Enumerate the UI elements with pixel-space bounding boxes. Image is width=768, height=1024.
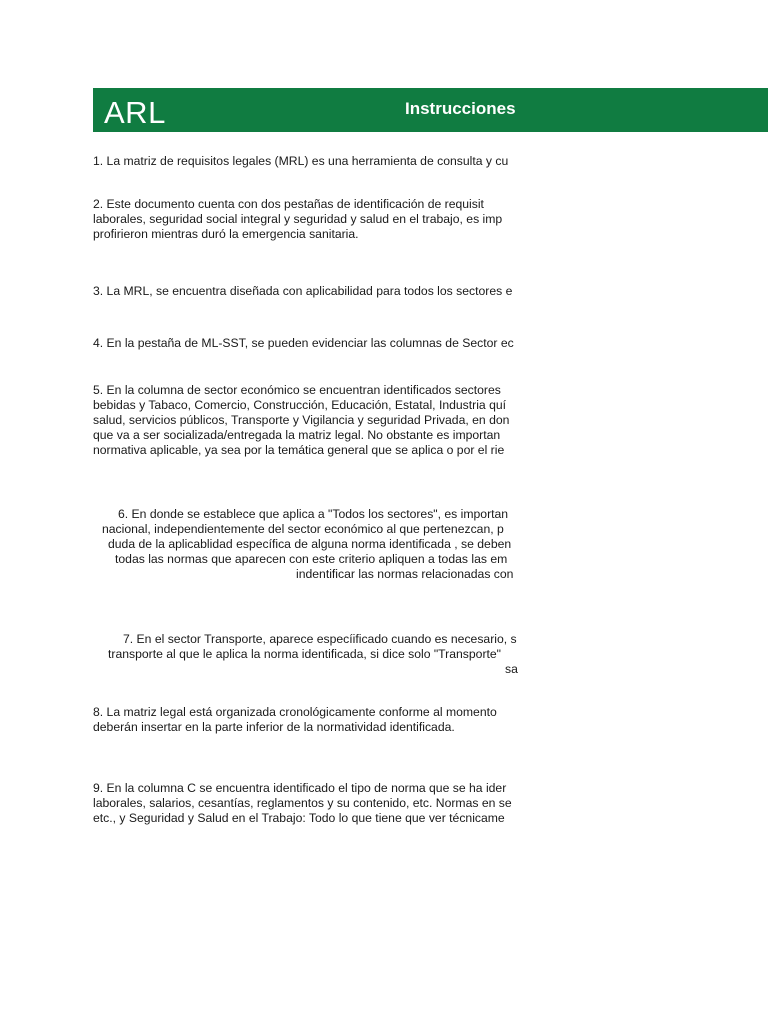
instruction-line: normativa aplicable, ya sea por la temática general que se aplica o por el rie xyxy=(93,443,505,457)
instruction-item-1 xyxy=(93,154,520,169)
instruction-item-5 xyxy=(93,383,520,458)
instruction-line: salud, servicios públicos, Transporte y Vigilancia y seguridad Privada, en don xyxy=(93,413,510,427)
instruction-line: 3. La MRL, se encuentra diseñada con aplicabilidad para todos los sectores e xyxy=(93,284,513,298)
instruction-item-2 xyxy=(93,197,520,242)
instruction-item-3 xyxy=(93,284,520,299)
instruction-item-8 xyxy=(93,705,520,735)
instruction-line: etc., y Seguridad y Salud en el Trabajo: Todo lo que tiene que ver técnicame xyxy=(93,811,505,825)
instruction-line: profirieron mientras duró la emergencia sanitaria. xyxy=(93,227,359,241)
instruction-item-9 xyxy=(93,781,520,826)
instructions-body xyxy=(93,140,520,840)
instruction-line: 5. En la columna de sector económico se encuentran identificados sectores xyxy=(93,383,501,397)
instruction-line: 8. La matriz legal está organizada cronológicamente conforme al momento xyxy=(93,705,497,719)
instruction-line: 2. Este documento cuenta con dos pestañas de identificación de requisit xyxy=(93,197,484,211)
instruction-item-7 xyxy=(93,632,520,677)
instruction-item-6 xyxy=(93,507,520,582)
instruction-line: 9. En la columna C se encuentra identificado el tipo de norma que se ha ider xyxy=(93,781,507,795)
header-bar xyxy=(93,88,768,132)
instruction-line: deberán insertar en la parte inferior de la normatividad identificada. xyxy=(93,720,455,734)
instruction-line: laborales, seguridad social integral y seguridad y salud en el trabajo, es imp xyxy=(93,212,503,226)
page-title: Instrucciones xyxy=(405,99,516,118)
arl-logo: ARL xyxy=(104,95,166,130)
instruction-line: duda de la aplicablidad específica de alguna norma identificada , se deben xyxy=(108,537,512,551)
instruction-line: laborales, salarios, cesantías, reglamentos y su contenido, etc. Normas en se xyxy=(93,796,512,810)
instruction-line: 6. En donde se establece que aplica a "Todos los sectores", es importan xyxy=(118,507,509,521)
instruction-line: bebidas y Tabaco, Comercio, Construcción, Educación, Estatal, Industria quí xyxy=(93,398,507,412)
instruction-line: indentificar las normas relacionadas con xyxy=(296,567,514,581)
instruction-line: que va a ser socializada/entregada la matriz legal. No obstante es importan xyxy=(93,428,501,442)
instruction-line: 1. La matriz de requisitos legales (MRL) es una herramienta de consulta y cu xyxy=(93,154,509,168)
instruction-line: nacional, independientemente del sector económico al que pertenezcan, p xyxy=(102,522,504,536)
instruction-item-4 xyxy=(93,336,520,351)
instruction-line: transporte al que le aplica la norma identificada, si dice solo "Transporte" xyxy=(108,647,501,661)
instruction-line: todas las normas que aparecen con este criterio apliquen a todas las em xyxy=(115,552,508,566)
instruction-line: 7. En el sector Transporte, aparece especíificado cuando es necesario, s xyxy=(123,632,517,646)
instruction-line: 4. En la pestaña de ML-SST, se pueden evidenciar las columnas de Sector ec xyxy=(93,336,514,350)
instruction-line: sa xyxy=(505,662,518,676)
